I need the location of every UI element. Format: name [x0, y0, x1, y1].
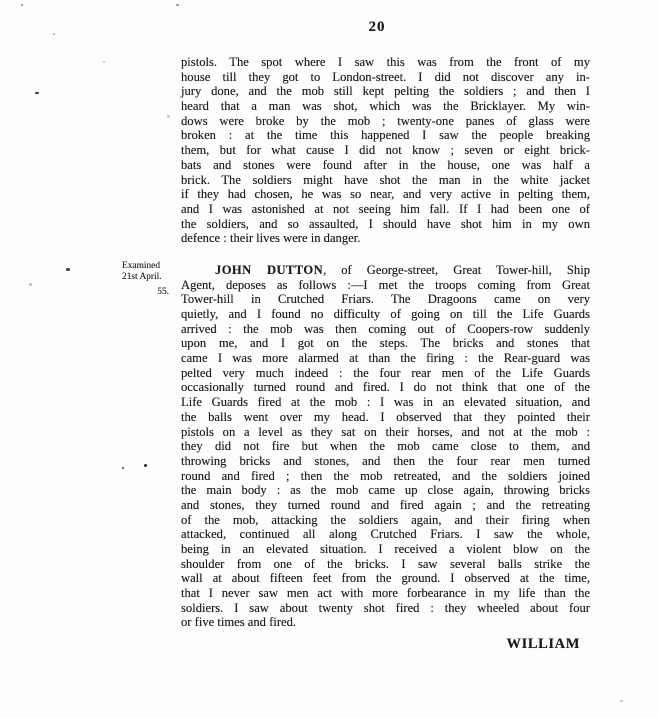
- text-line: wall at about fifteen feet from the ground. I observed at the time,: [181, 571, 590, 586]
- page-number: 20: [368, 19, 386, 35]
- paragraph-continuation: [181, 55, 590, 246]
- text-line: quietly, and I found no difficulty of going on till the Life Guards: [181, 307, 590, 321]
- scan-speck: [66, 268, 70, 271]
- text-line: occasionally turned round and fired. I do not think that one of the: [181, 380, 590, 395]
- text-line: dows were broke by the mob ; twenty-one panes of glass were: [181, 113, 590, 128]
- text-line: the balls went over my head. I observed that they pointed their: [181, 409, 590, 424]
- margin-note-ref: 55.: [157, 287, 169, 298]
- text-line: them, but for what cause I did not know ; seven or eight brick-: [181, 143, 590, 158]
- paragraph-deposition: [181, 263, 590, 630]
- text-line: they did not fire but when the mob came close to them, and: [181, 439, 590, 454]
- text-line: defence : their lives were in danger.: [181, 231, 361, 246]
- text-line: round and fired ; then the mob retreated, and the soldiers joined: [181, 468, 590, 483]
- text-line: pistols on a level as they sat on their horses, and not at the mob :: [181, 424, 590, 439]
- text-line: house till they got to London-street. I did not discover any in-: [181, 69, 590, 84]
- text-line: the soldiers, and so assaulted, I should have shot him in my own: [181, 216, 590, 231]
- scan-speck: [103, 61, 105, 63]
- text-line: pistols. The spot where I saw this was from the front of my: [181, 55, 590, 69]
- scan-speck: [176, 4, 179, 6]
- text-line: Life Guards fired at the mob : I was in an elevated situation, and: [181, 395, 590, 410]
- text-line: jury done, and the mob still kept pelting the soldiers ; and then I: [181, 84, 590, 99]
- margin-note: [122, 261, 176, 298]
- text-line: broken : at the time this happened I saw the people breaking: [181, 128, 590, 143]
- text-line: came I was more alarmed at than the firing : the Rear-guard was: [181, 351, 590, 366]
- text-line: arrived : the mob was then coming out of Coopers-row suddenly: [181, 321, 590, 336]
- scan-speck: [35, 92, 39, 94]
- scan-speck: [620, 700, 623, 702]
- margin-note-examined: Examined: [122, 261, 161, 271]
- margin-note-date: 21st April.: [122, 271, 162, 282]
- deponent-name: JOHN DUTTON: [215, 262, 324, 277]
- text-line: that I never saw men act with more forbearance in my life than the: [181, 586, 590, 601]
- text-line: JOHN DUTTON, of George-street, Great Tower-hill, Ship: [215, 262, 590, 277]
- text-line: or five times and fired.: [181, 615, 297, 630]
- text-line: Agent, deposes as follows :—I met the troops coming from Great: [181, 277, 590, 292]
- text-line: heard that a man was shot, which was the Bricklayer. My win-: [181, 99, 590, 114]
- text-line: soldiers. I saw about twenty shot fired : they wheeled about four: [181, 600, 590, 615]
- catchword: WILLIAM: [506, 636, 580, 652]
- text-line: bats and stones were found after in the house, one was half a: [181, 157, 590, 172]
- text-line: of the mob, attacking the soldiers again, and their firing when: [181, 512, 590, 527]
- text-line: the main body : as the mob came up close again, throwing bricks: [181, 483, 590, 498]
- text-line: being in an elevated situation. I received a violent blow on the: [181, 542, 590, 556]
- body-text: [181, 55, 590, 630]
- text-line: and stones, they turned round and fired again ; and the retreating: [181, 497, 590, 512]
- text-line: throwing bricks and stones, and then the four rear men turned: [181, 453, 590, 468]
- scan-speck: [122, 467, 124, 469]
- scan-speck: [53, 33, 55, 35]
- text-line: attacked, continued all along Crutched Friars. I saw the whole,: [181, 527, 590, 542]
- text-line: pelted very much indeed : the four rear men of the Life Guards: [181, 365, 590, 380]
- text-line: upon me, and I got on the steps. The bricks and stones that: [181, 336, 590, 351]
- text-line: and I was astonished at not seeing him fall. If I had been one of: [181, 201, 590, 216]
- scan-speck: [144, 464, 147, 467]
- scan-speck: [21, 4, 23, 6]
- scan-speck: [29, 283, 32, 286]
- text-line: shoulder from one of the bricks. I saw several balls strike the: [181, 556, 590, 571]
- text-line: if they had chosen, he was so near, and very active in pelting them,: [181, 187, 590, 202]
- text-line: brick. The soldiers might have shot the man in the white jacket: [181, 172, 590, 187]
- scan-speck: [167, 115, 170, 118]
- text-line: Tower-hill in Crutched Friars. The Dragoons came on very: [181, 292, 590, 307]
